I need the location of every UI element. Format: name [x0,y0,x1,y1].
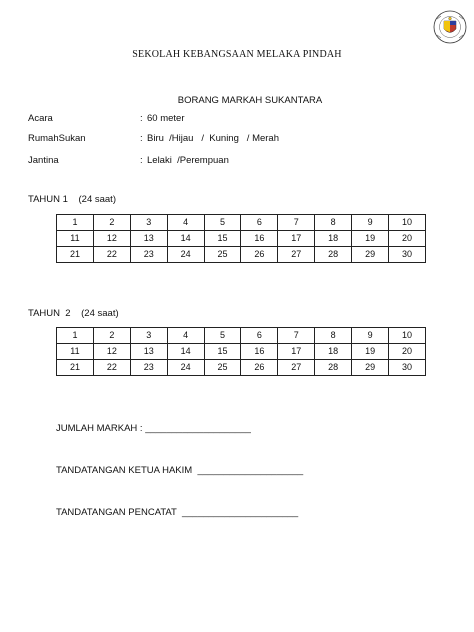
table-cell: 24 [167,360,204,376]
table-cell: 26 [241,360,278,376]
table-cell: 10 [389,215,426,231]
table-cell: 1 [57,215,94,231]
table-cell: 11 [57,344,94,360]
field-jantina [28,155,428,167]
table-cell: 27 [278,360,315,376]
table-cell: 7 [278,215,315,231]
table-cell: 25 [204,247,241,263]
table-cell: 29 [352,360,389,376]
table-cell: 6 [241,328,278,344]
table-cell: 16 [241,344,278,360]
table-cell: 8 [315,328,352,344]
table-cell: 29 [352,247,389,263]
table-cell: 8 [315,215,352,231]
table-cell: 21 [57,360,94,376]
table-cell: 20 [389,231,426,247]
ketua-hakim-signature-line: TANDATANGAN KETUA HAKIM ____________________ [56,465,304,476]
table-cell: 22 [93,360,130,376]
score-table-tahun-2 [56,327,426,376]
table-cell: 28 [315,247,352,263]
table-cell: 14 [167,231,204,247]
table-cell: 17 [278,231,315,247]
table-cell: 7 [278,328,315,344]
table-cell: 1 [57,328,94,344]
table-cell: 5 [204,215,241,231]
field-colon: : [140,113,143,124]
table-cell: 18 [315,231,352,247]
table-cell: 19 [352,344,389,360]
table-cell: 13 [130,344,167,360]
section-heading-tahun-1: TAHUN 1 (24 saat) [28,194,116,205]
table-cell: 28 [315,360,352,376]
table-cell: 17 [278,344,315,360]
table-cell: 19 [352,231,389,247]
table-row [57,247,426,263]
table-row [57,215,426,231]
pencatat-signature-line: TANDATANGAN PENCATAT ______________________ [56,507,299,518]
field-label: RumahSukan [28,133,86,144]
field-acara [28,113,428,125]
section-heading-tahun-2: TAHUN 2 (24 saat) [28,308,119,319]
table-cell: 13 [130,231,167,247]
table-cell: 20 [389,344,426,360]
table-cell: 12 [93,344,130,360]
table-cell: 23 [130,247,167,263]
table-cell: 2 [93,215,130,231]
table-cell: 30 [389,247,426,263]
table-row [57,344,426,360]
field-colon: : [140,133,143,144]
table-cell: 30 [389,360,426,376]
jumlah-markah-line: JUMLAH MARKAH : ____________________ [56,423,251,434]
table-cell: 25 [204,360,241,376]
table-cell: 10 [389,328,426,344]
table-row [57,360,426,376]
school-crest-logo [433,10,467,44]
field-rumah-sukan [28,133,428,145]
table-cell: 3 [130,328,167,344]
table-cell: 4 [167,215,204,231]
table-cell: 5 [204,328,241,344]
table-cell: 12 [93,231,130,247]
table-cell: 9 [352,215,389,231]
score-table-tahun-1 [56,214,426,263]
table-cell: 26 [241,247,278,263]
table-cell: 24 [167,247,204,263]
field-label: Acara [28,113,53,124]
table-cell: 4 [167,328,204,344]
table-cell: 14 [167,344,204,360]
table-cell: 9 [352,328,389,344]
school-name: SEKOLAH KEBANGSAAN MELAKA PINDAH [132,49,342,60]
table-cell: 18 [315,344,352,360]
table-cell: 2 [93,328,130,344]
field-value: Biru /Hijau / Kuning / Merah [147,133,280,144]
table-cell: 6 [241,215,278,231]
table-cell: 11 [57,231,94,247]
table-cell: 21 [57,247,94,263]
table-row [57,231,426,247]
table-cell: 3 [130,215,167,231]
table-cell: 27 [278,247,315,263]
table-row [57,328,426,344]
table-cell: 15 [204,231,241,247]
form-title: BORANG MARKAH SUKANTARA [177,95,323,106]
field-label: Jantina [28,155,59,166]
field-colon: : [140,155,143,166]
table-cell: 16 [241,231,278,247]
table-cell: 22 [93,247,130,263]
field-value: 60 meter [147,113,185,124]
field-value: Lelaki /Perempuan [147,155,229,166]
table-cell: 15 [204,344,241,360]
table-cell: 23 [130,360,167,376]
